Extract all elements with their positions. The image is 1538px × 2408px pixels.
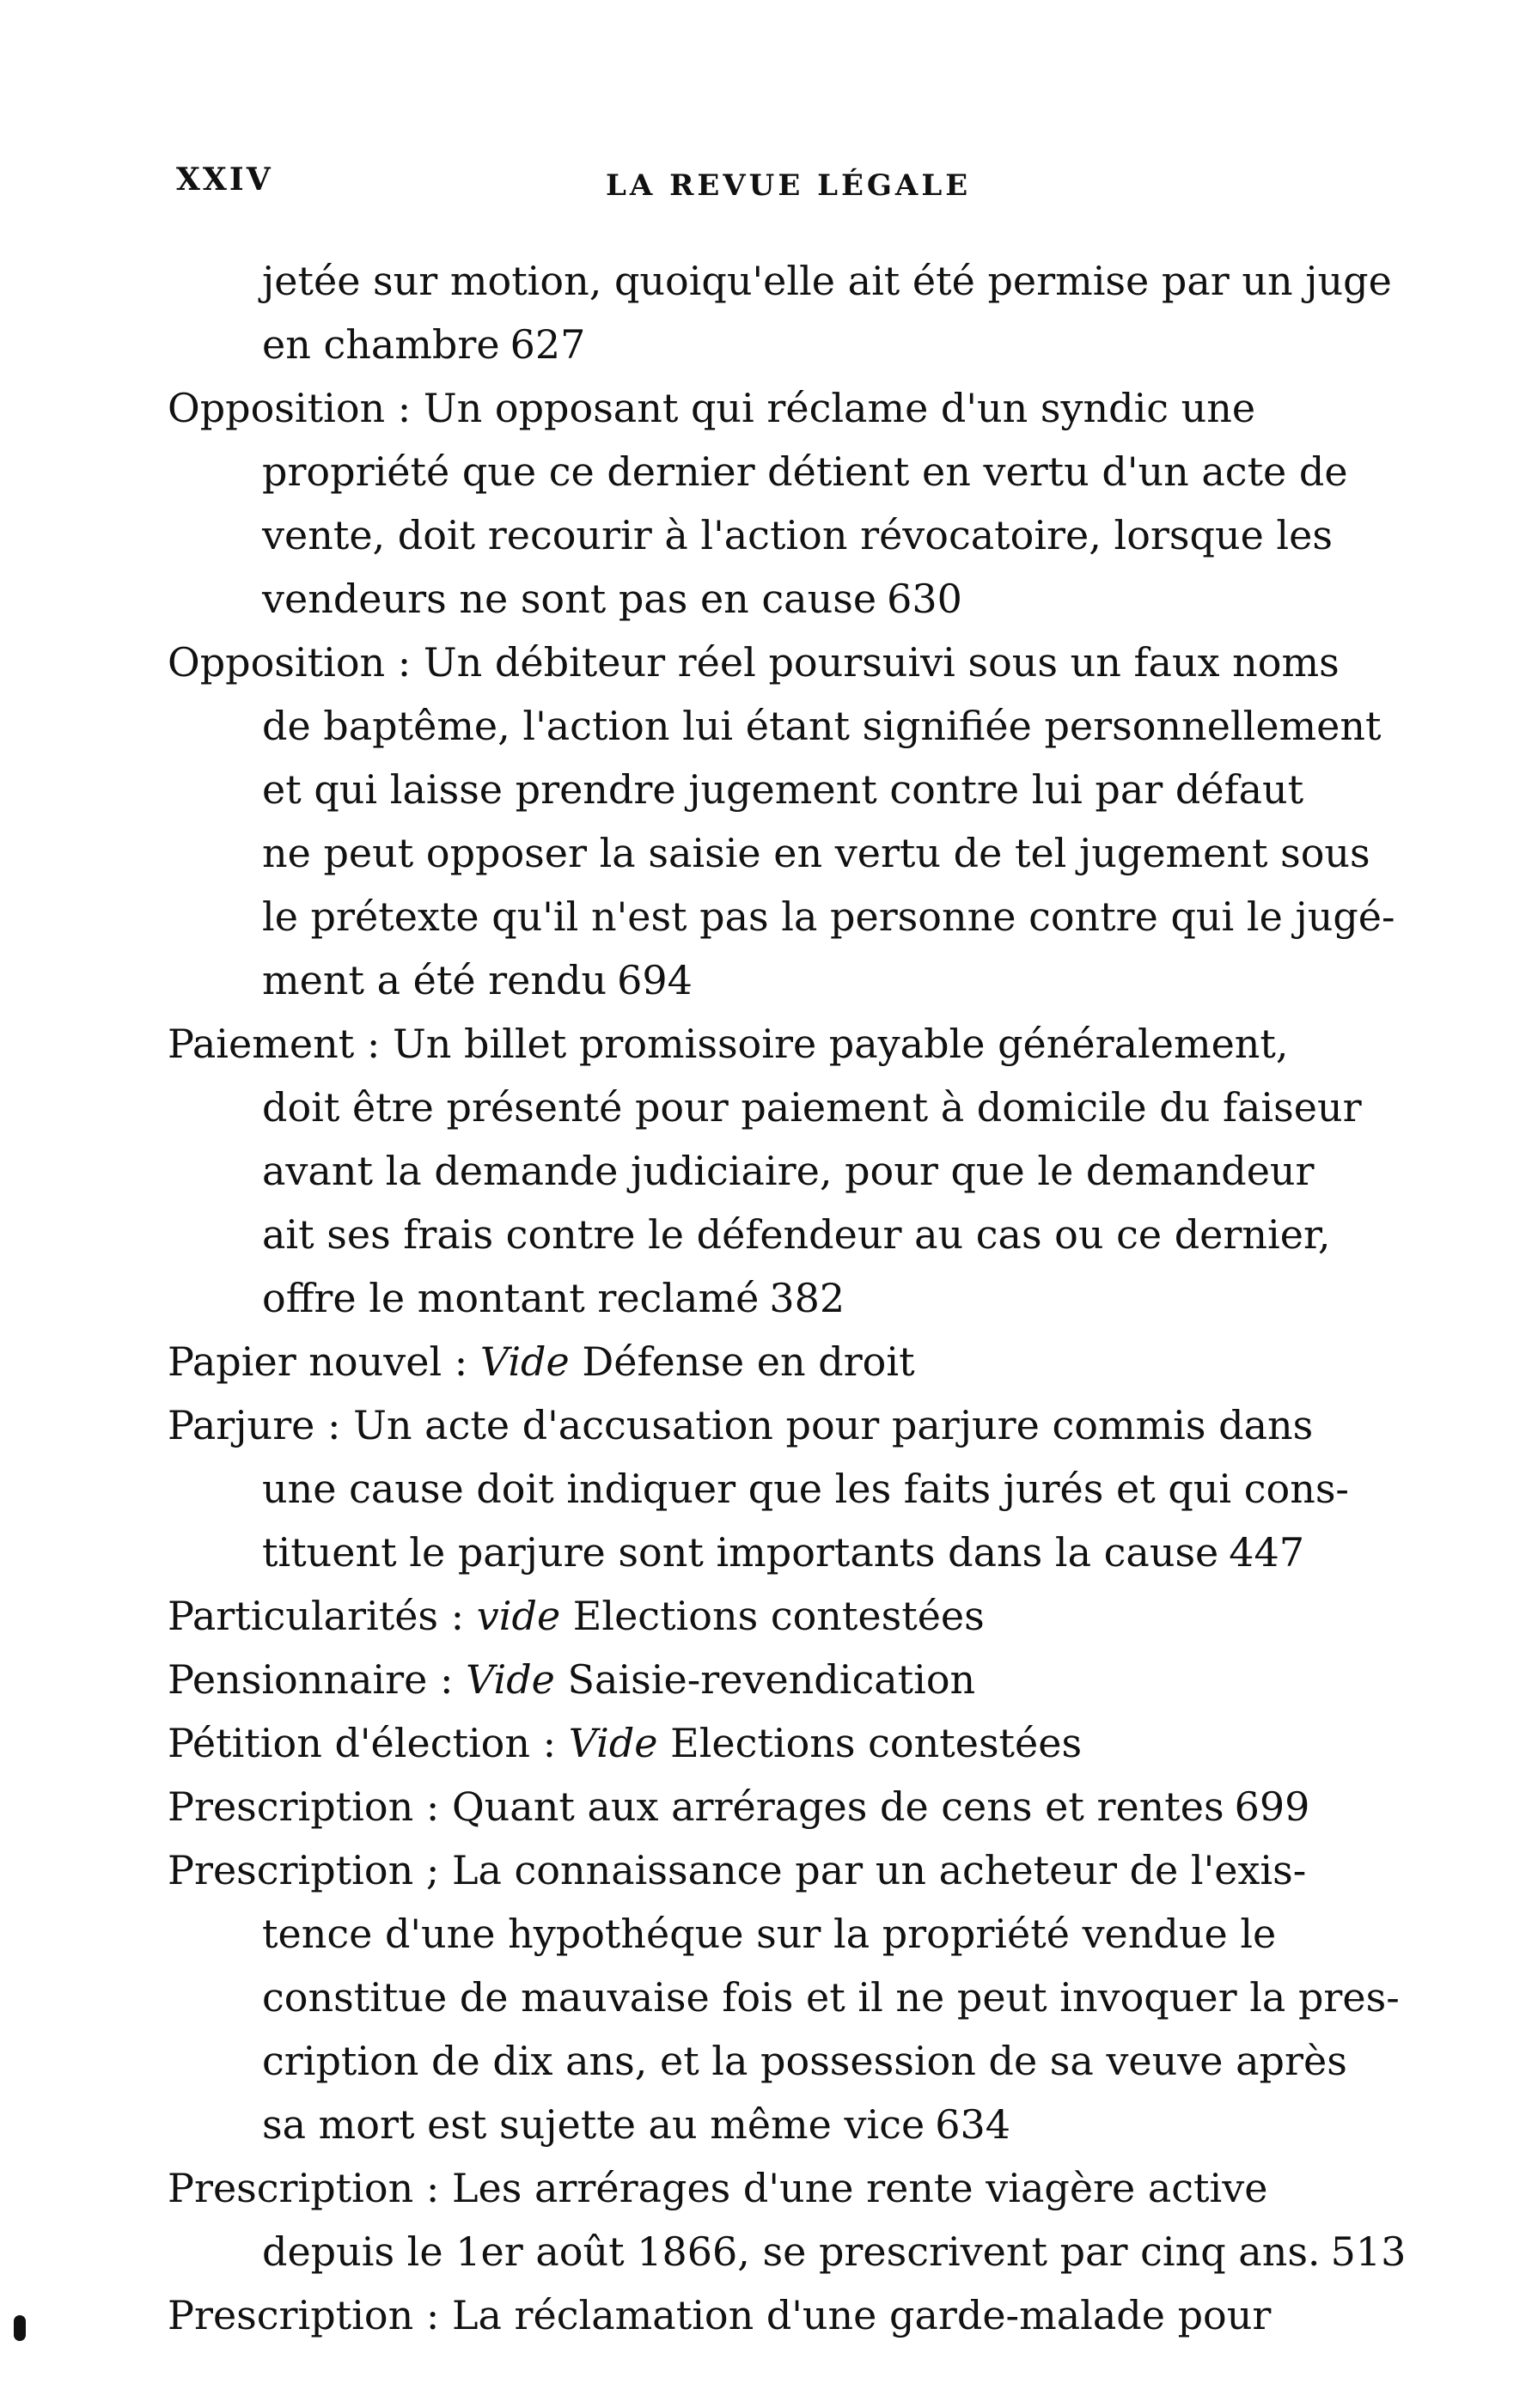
index-entry <box>168 1711 1388 1775</box>
entry-first-line <box>168 631 1388 694</box>
entry-heading: Prescription : <box>168 1783 440 1830</box>
index-entry <box>168 376 1388 631</box>
entry-first-line <box>168 2156 1388 2220</box>
index-entry <box>168 1330 1388 1393</box>
cross-reference-vide: Vide <box>479 1338 570 1385</box>
entry-heading: Pétition d'élection : <box>168 1720 557 1766</box>
entry-last-text: depuis le 1er août 1866, se prescrivent par cinq ans. <box>262 2228 1321 2275</box>
index-entry <box>168 1012 1388 1330</box>
page-reference: 699 <box>1234 1783 1310 1830</box>
entry-last-text: offre le montant reclamé <box>262 1275 760 1321</box>
page-reference: 513 <box>1330 2228 1407 2275</box>
page-number: XXIV <box>176 162 273 198</box>
entry-final-line <box>168 1330 1388 1393</box>
entry-line: tence d'une hypothéque sur la propriété vendue le <box>262 1911 1277 1957</box>
entry-first-line <box>168 2283 1388 2347</box>
entry-text-segment <box>168 1656 975 1703</box>
entry-first-text: Elections contestées <box>572 1593 985 1639</box>
entry-last-text: vendeurs ne sont pas en cause <box>262 576 877 622</box>
index-entry <box>168 1648 1388 1711</box>
entry-line: une cause doit indiquer que les faits jurés et qui cons- <box>262 1466 1349 1512</box>
entry-line: et qui laisse prendre jugement contre lui par défaut <box>262 766 1304 813</box>
page-reference: 630 <box>887 576 962 622</box>
cross-reference-vide: Vide <box>568 1720 658 1766</box>
entry-first-text: Un acte d'accusation pour parjure commis dans <box>353 1402 1314 1448</box>
entry-text-segment <box>262 2101 925 2148</box>
entry-text-segment <box>262 1275 759 1321</box>
entry-final-line <box>168 1521 1388 1584</box>
entry-first-text: Elections contestées <box>670 1720 1083 1766</box>
page-reference: 694 <box>617 957 693 1003</box>
entry-heading: Opposition : <box>168 639 412 686</box>
entry-first-line <box>168 1838 1388 1902</box>
entry-text-segment <box>168 1720 1082 1766</box>
page-reference: 447 <box>1229 1529 1305 1576</box>
entry-line: constitue de mauvaise fois et il ne peut invoquer la pres- <box>262 1974 1400 2021</box>
entry-last-text: tituent le parjure sont importants dans la cause <box>262 1529 1219 1576</box>
index-entry <box>168 2283 1388 2347</box>
running-title: LA REVUE LÉGALE <box>606 168 972 203</box>
entry-line: jetée sur motion, quoiqu'elle ait été permise par un juge <box>262 258 1392 304</box>
entry-first-text: Quant aux arrérages de cens et rentes <box>451 1783 1224 1830</box>
entry-line: vente, doit recourir à l'action révocatoire, lorsque les <box>262 512 1333 558</box>
index-entry <box>168 249 1392 376</box>
entry-heading: Prescription ; <box>168 1847 440 1893</box>
entry-first-text: Un débiteur réel poursuivi sous un faux noms <box>423 639 1340 686</box>
entry-last-text: en chambre <box>262 321 500 368</box>
page-reference: 634 <box>935 2101 1011 2148</box>
entry-heading: Particularités : <box>168 1593 465 1639</box>
entry-final-line <box>168 1648 1388 1711</box>
entry-first-text: La réclamation d'une garde-malade pour <box>451 2292 1272 2338</box>
entry-first-line <box>168 376 1388 440</box>
index-entry <box>168 1584 1388 1648</box>
entry-text-segment <box>168 1593 985 1639</box>
entry-final-line <box>168 1775 1388 1838</box>
entry-text-segment <box>262 576 876 622</box>
entry-line: ait ses frais contre le défendeur au cas ou ce dernier, <box>262 1211 1331 1258</box>
entry-text-segment <box>168 1338 915 1385</box>
entry-text-segment <box>168 1783 1224 1830</box>
cross-reference-vide: vide <box>476 1593 561 1639</box>
entry-last-text: ment a été rendu <box>262 957 607 1003</box>
index-entry <box>168 1775 1388 1838</box>
entry-text-segment <box>262 957 607 1003</box>
index-entry <box>168 2156 1407 2283</box>
entry-final-line <box>168 1266 1388 1330</box>
entry-heading: Prescription : <box>168 2165 440 2211</box>
entry-line: le prétexte qu'il n'est pas la personne contre qui le jugé- <box>262 893 1395 940</box>
entry-first-text: La connaissance par un acheteur de l'exis- <box>451 1847 1307 1893</box>
entry-line: propriété que ce dernier détient en vertu d'un acte de <box>262 448 1348 495</box>
index-entry <box>168 1838 1400 2156</box>
entry-first-text: Un opposant qui réclame d'un syndic une <box>423 385 1256 431</box>
cross-reference-vide: Vide <box>466 1656 555 1703</box>
entry-final-line <box>168 948 1388 1012</box>
entry-final-line <box>168 2093 1388 2156</box>
entry-text-segment <box>262 1529 1218 1576</box>
entry-line: ne peut opposer la saisie en vertu de tel jugement sous <box>262 830 1370 876</box>
entry-first-line <box>168 1012 1388 1076</box>
entry-line: avant la demande judiciaire, pour que le demandeur <box>262 1148 1315 1194</box>
page-reference: 627 <box>510 321 586 368</box>
entry-heading: Paiement : <box>168 1021 381 1067</box>
entry-first-line <box>168 1393 1388 1457</box>
entry-first-text: Les arrérages d'une rente viagère active <box>451 2165 1268 2211</box>
index-body <box>168 249 1407 2347</box>
running-head <box>176 162 1370 213</box>
entry-heading: Parjure : <box>168 1402 341 1448</box>
entry-final-line <box>168 1711 1388 1775</box>
index-entry <box>168 631 1395 1012</box>
entry-heading: Papier nouvel : <box>168 1338 468 1385</box>
entry-line: de baptême, l'action lui étant signifiée personnellement <box>262 703 1382 749</box>
entry-line: doit être présenté pour paiement à domicile du faiseur <box>262 1084 1362 1131</box>
page-reference: 382 <box>769 1275 845 1321</box>
entry-heading: Opposition : <box>168 385 412 431</box>
index-entry <box>168 1393 1388 1584</box>
entry-final-line <box>168 1584 1388 1648</box>
entry-heading: Pensionnaire : <box>168 1656 454 1703</box>
margin-ink-mark <box>14 2315 26 2341</box>
entry-heading: Prescription : <box>168 2292 440 2338</box>
entry-text-segment <box>262 2228 1321 2275</box>
entry-first-text: Défense en droit <box>582 1338 915 1385</box>
entry-first-text: Un billet promissoire payable généralement, <box>392 1021 1289 1067</box>
entry-final-line <box>168 2220 1407 2283</box>
entry-first-text: Saisie-revendication <box>567 1656 976 1703</box>
entry-last-text: sa mort est sujette au même vice <box>262 2101 925 2148</box>
entry-final-line <box>168 567 1388 631</box>
entry-line: cription de dix ans, et la possession de sa veuve après <box>262 2038 1347 2084</box>
entry-text-segment <box>262 321 500 368</box>
entry-final-line <box>168 313 1388 376</box>
